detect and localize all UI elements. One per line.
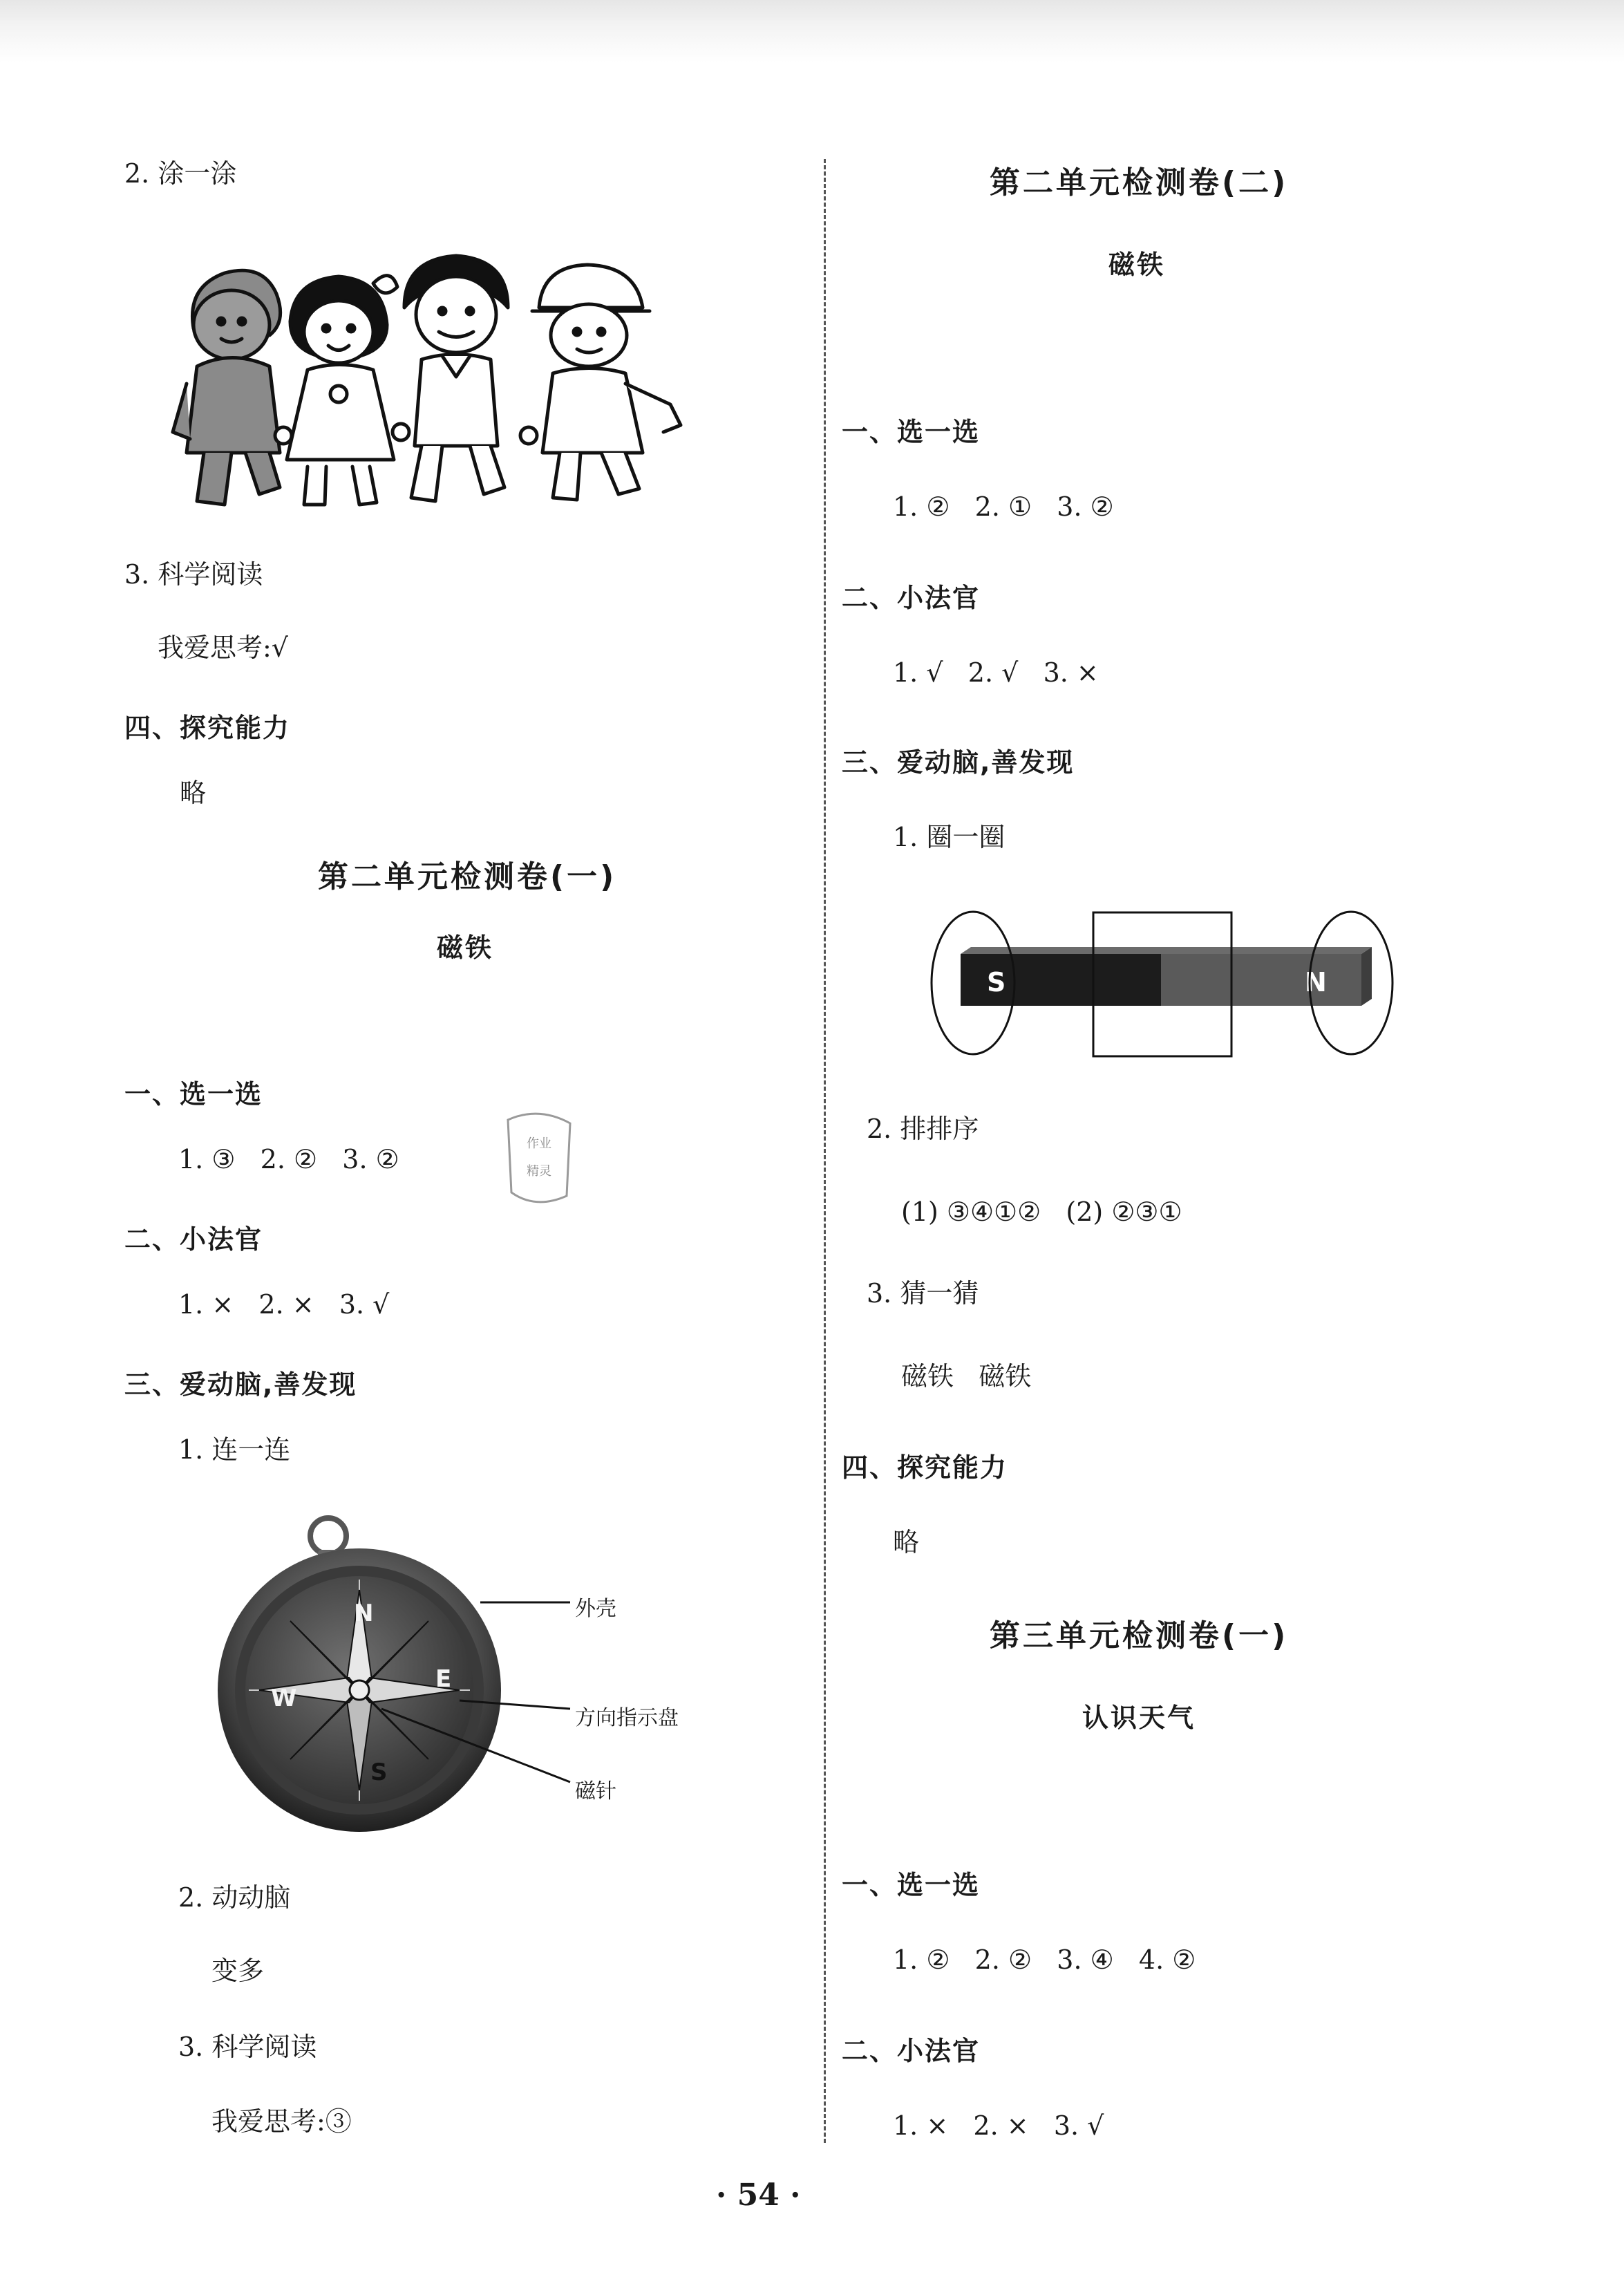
left-s1-answers: 1. ③ 2. ② 3. ② — [178, 1144, 399, 1174]
compass-label-needle: 磁针 — [575, 1779, 616, 1803]
left-s3-q1-label: 1. 连一连 — [178, 1434, 291, 1465]
left-s1-heading: 一、选一选 — [124, 1079, 263, 1109]
u3-s2-heading: 二、小法官 — [842, 2036, 981, 2066]
left-s3-q3-label: 3. 科学阅读 — [178, 2032, 317, 2062]
right-s3-heading: 三、爱动脑,善发现 — [842, 747, 1075, 778]
compass-ring — [310, 1518, 346, 1554]
right-s3-q3-label: 3. 猜一猜 — [867, 1278, 979, 1309]
unit3-test1-subtitle: 认识天气 — [1082, 1703, 1196, 1733]
compass-letter-w: W — [271, 1685, 297, 1712]
right-s1-answers: 1. ② 2. ① 3. ② — [893, 491, 1114, 522]
compass-label-dial: 方向指示盘 — [575, 1706, 679, 1730]
left-section-4-heading: 四、探究能力 — [124, 713, 291, 743]
homework-stamp — [498, 1106, 580, 1210]
unit2-test2-subtitle: 磁铁 — [1108, 250, 1166, 280]
child-3-figure — [404, 256, 508, 501]
left-q3-label: 3. 科学阅读 — [124, 559, 263, 590]
left-s2-answers: 1. × 2. × 3. √ — [178, 1289, 390, 1320]
magnet-side-face — [1361, 947, 1372, 1006]
magnet-top-face — [961, 947, 1372, 954]
child-2-figure — [287, 276, 397, 505]
column-divider — [824, 159, 826, 2143]
right-s3-q3-answer: 磁铁 磁铁 — [901, 1361, 1032, 1392]
right-s3-q2-label: 2. 排排序 — [867, 1114, 979, 1144]
compass-label-shell: 外壳 — [575, 1597, 616, 1621]
unit2-test1-title: 第二单元检测卷(一) — [318, 859, 617, 894]
left-q2-label: 2. 涂一涂 — [124, 158, 237, 189]
left-s3-q3-answer: 我爱思考:③ — [211, 2106, 352, 2137]
children-illustration — [166, 245, 719, 515]
left-section-4-answer: 略 — [180, 778, 207, 808]
left-s3-q2-label: 2. 动动脑 — [178, 1882, 291, 1913]
right-s4-heading: 四、探究能力 — [842, 1452, 1008, 1483]
child-1-figure — [173, 270, 281, 505]
child-4-figure — [532, 265, 681, 500]
compass-pivot — [350, 1680, 369, 1700]
compass-diagram — [207, 1507, 705, 1846]
unit2-test2-title: 第二单元检测卷(二) — [990, 165, 1289, 200]
right-s4-answer: 略 — [893, 1527, 920, 1557]
page-number: · 54 · — [716, 2177, 801, 2213]
u3-s2-answers: 1. × 2. × 3. √ — [893, 2110, 1104, 2141]
right-s3-q1-label: 1. 圈一圈 — [893, 822, 1005, 852]
unit2-test1-subtitle: 磁铁 — [437, 933, 494, 963]
stamp-text-top: 作业 — [527, 1136, 551, 1151]
scan-top-shadow — [0, 0, 1624, 62]
magnet-label-n: N — [1305, 967, 1327, 997]
left-s2-heading: 二、小法官 — [124, 1224, 263, 1255]
left-s3-q2-answer: 变多 — [211, 1956, 265, 1986]
u3-s1-answers: 1. ② 2. ② 3. ④ 4. ② — [893, 1945, 1196, 1975]
stamp-text-bottom: 精灵 — [527, 1164, 551, 1179]
left-q3-answer: 我爱思考:√ — [158, 633, 289, 663]
right-s3-q2-answer: (1) ③④①② (2) ②③① — [901, 1197, 1182, 1227]
compass-letter-n: N — [354, 1600, 374, 1627]
magnet-n-half — [1161, 954, 1361, 1006]
magnet-diagram — [926, 906, 1396, 1065]
right-s2-heading: 二、小法官 — [842, 583, 981, 613]
compass-letter-e: E — [435, 1665, 452, 1693]
u3-s1-heading: 一、选一选 — [842, 1870, 981, 1900]
right-s1-heading: 一、选一选 — [842, 417, 981, 447]
left-s3-heading: 三、爱动脑,善发现 — [124, 1369, 357, 1400]
magnet-label-s: S — [987, 967, 1006, 997]
unit3-test1-title: 第三单元检测卷(一) — [990, 1618, 1289, 1653]
compass-letter-s: S — [370, 1759, 388, 1786]
right-s2-answers: 1. √ 2. √ 3. × — [893, 657, 1099, 688]
